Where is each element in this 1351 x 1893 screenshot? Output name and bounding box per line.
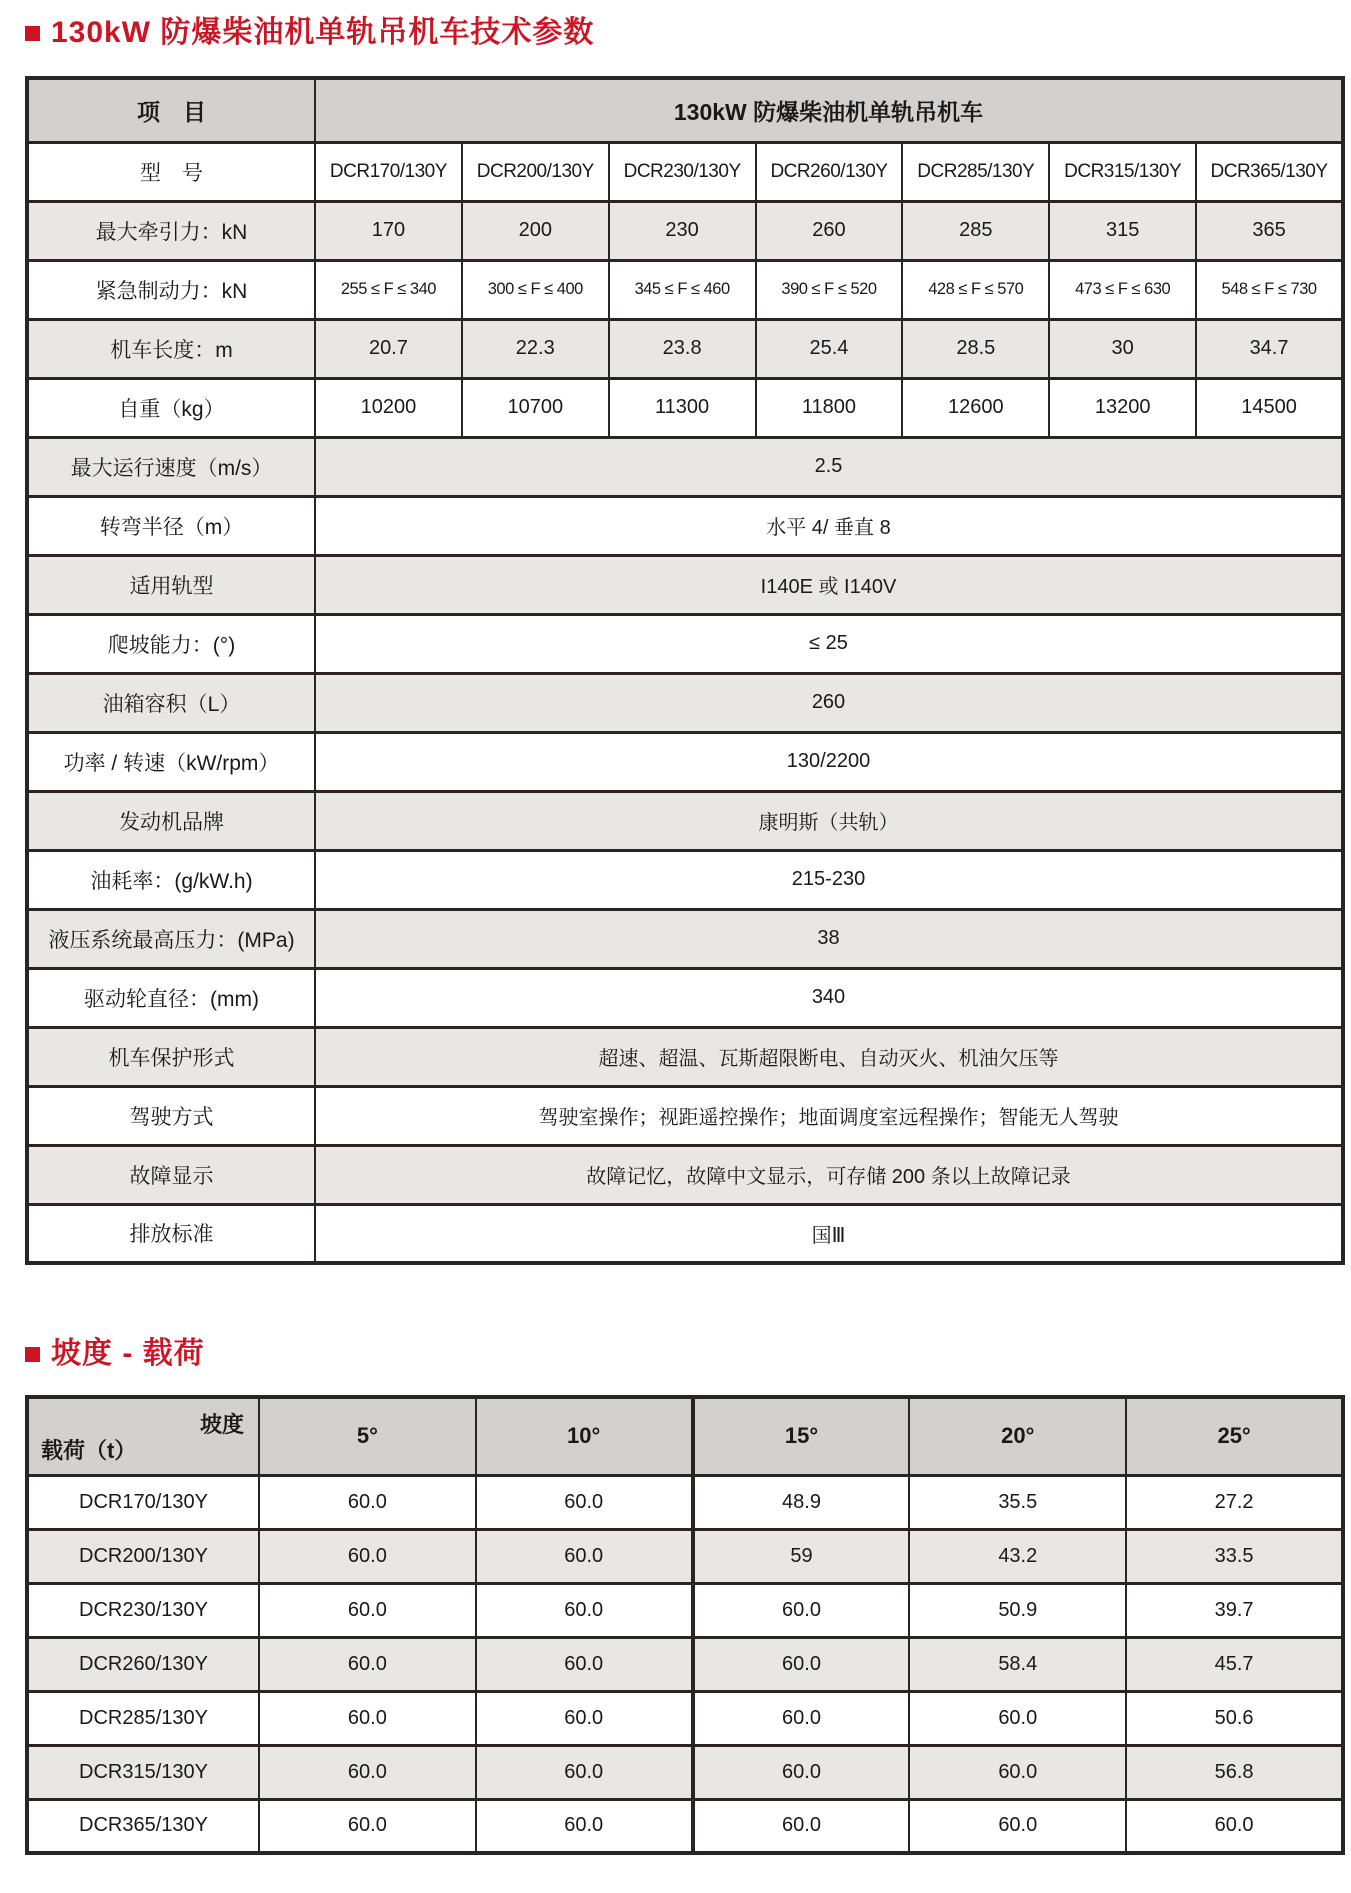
- load-value-cell: 60.0: [259, 1799, 476, 1853]
- spec-row: [27, 378, 1343, 437]
- load-value-cell: 45.7: [1126, 1637, 1343, 1691]
- merged-value-cell: 康明斯（共轨）: [315, 791, 1343, 850]
- load-value-cell: 60.0: [693, 1583, 910, 1637]
- slope-load-row: [27, 1583, 1343, 1637]
- merged-row: [27, 791, 1343, 850]
- merged-row: [27, 1204, 1343, 1263]
- load-value-cell: 60.0: [259, 1583, 476, 1637]
- value-cell: 12600: [902, 378, 1049, 437]
- row-label: 机车保护形式: [27, 1027, 315, 1086]
- value-cell: 23.8: [609, 319, 756, 378]
- value-cell: 200: [462, 201, 609, 260]
- load-value-cell: 60.0: [259, 1637, 476, 1691]
- merged-row: [27, 909, 1343, 968]
- merged-row: [27, 1027, 1343, 1086]
- value-cell: 300 ≤ F ≤ 400: [462, 260, 609, 319]
- load-value-cell: 56.8: [1126, 1745, 1343, 1799]
- value-cell: 285: [902, 201, 1049, 260]
- row-label: 油耗率：(g/kW.h): [27, 850, 315, 909]
- merged-row: [27, 732, 1343, 791]
- merged-row: [27, 496, 1343, 555]
- slope-column-header: 15°: [693, 1397, 910, 1475]
- load-value-cell: 60.0: [1126, 1799, 1343, 1853]
- merged-row: [27, 1145, 1343, 1204]
- value-cell: 10700: [462, 378, 609, 437]
- red-square-bullet-icon: [25, 1347, 40, 1362]
- value-cell: 13200: [1049, 378, 1196, 437]
- load-value-cell: 60.0: [476, 1475, 693, 1529]
- row-label: 故障显示: [27, 1145, 315, 1204]
- slope-column-header: 25°: [1126, 1397, 1343, 1475]
- load-value-cell: 58.4: [909, 1637, 1126, 1691]
- slope-column-header: 20°: [909, 1397, 1126, 1475]
- value-cell: 25.4: [756, 319, 903, 378]
- value-cell: 11300: [609, 378, 756, 437]
- model-row: [27, 142, 1343, 201]
- model-cell: DCR200/130Y: [462, 142, 609, 201]
- merged-value-cell: 驾驶室操作；视距遥控操作；地面调度室远程操作；智能无人驾驶: [315, 1086, 1343, 1145]
- load-value-cell: 60.0: [476, 1745, 693, 1799]
- value-cell: 428 ≤ F ≤ 570: [902, 260, 1049, 319]
- load-value-cell: 39.7: [1126, 1583, 1343, 1637]
- spec-header-row: [27, 78, 1343, 142]
- merged-row: [27, 673, 1343, 732]
- load-value-cell: 35.5: [909, 1475, 1126, 1529]
- merged-row: [27, 1086, 1343, 1145]
- merged-row: [27, 437, 1343, 496]
- load-value-cell: 60.0: [693, 1745, 910, 1799]
- merged-value-cell: 130/2200: [315, 732, 1343, 791]
- row-label: 驾驶方式: [27, 1086, 315, 1145]
- merged-value-cell: 超速、超温、瓦斯超限断电、自动灭火、机油欠压等: [315, 1027, 1343, 1086]
- model-label-cell: DCR170/130Y: [27, 1475, 259, 1529]
- diagonal-corner-cell: [27, 1397, 259, 1475]
- model-label-cell: DCR365/130Y: [27, 1799, 259, 1853]
- slope-load-row: [27, 1637, 1343, 1691]
- merged-value-cell: 2.5: [315, 437, 1343, 496]
- model-label-cell: DCR315/130Y: [27, 1745, 259, 1799]
- model-label-cell: DCR230/130Y: [27, 1583, 259, 1637]
- section1-title-text: 130kW 防爆柴油机单轨吊机车技术参数: [51, 16, 595, 49]
- load-value-cell: 43.2: [909, 1529, 1126, 1583]
- red-square-bullet-icon: [25, 26, 40, 41]
- slope-column-header: 5°: [259, 1397, 476, 1475]
- load-value-cell: 60.0: [909, 1745, 1126, 1799]
- model-cell: DCR230/130Y: [609, 142, 756, 201]
- load-value-cell: 60.0: [476, 1529, 693, 1583]
- model-cell: DCR315/130Y: [1049, 142, 1196, 201]
- merged-value-cell: 故障记忆，故障中文显示，可存储 200 条以上故障记录: [315, 1145, 1343, 1204]
- value-cell: 170: [315, 201, 462, 260]
- load-value-cell: 60.0: [259, 1529, 476, 1583]
- load-value-cell: 50.9: [909, 1583, 1126, 1637]
- slope-load-row: [27, 1799, 1343, 1853]
- model-cell: DCR260/130Y: [756, 142, 903, 201]
- slope-load-row: [27, 1529, 1343, 1583]
- load-value-cell: 60.0: [693, 1691, 910, 1745]
- row-label: 适用轨型: [27, 555, 315, 614]
- value-cell: 390 ≤ F ≤ 520: [756, 260, 903, 319]
- value-cell: 260: [756, 201, 903, 260]
- row-label: 紧急制动力：kN: [27, 260, 315, 319]
- model-label-cell: DCR285/130Y: [27, 1691, 259, 1745]
- load-value-cell: 48.9: [693, 1475, 910, 1529]
- row-label: 功率 / 转速（kW/rpm）: [27, 732, 315, 791]
- slope-header-row: [27, 1397, 1343, 1475]
- load-value-cell: 60.0: [476, 1583, 693, 1637]
- merged-value-cell: 国Ⅲ: [315, 1204, 1343, 1263]
- row-label: 最大牵引力：kN: [27, 201, 315, 260]
- merged-value-cell: 260: [315, 673, 1343, 732]
- group-header: 130kW 防爆柴油机单轨吊机车: [315, 78, 1343, 142]
- merged-value-cell: 340: [315, 968, 1343, 1027]
- slope-load-row: [27, 1475, 1343, 1529]
- spec-table: [25, 76, 1345, 1265]
- load-value-cell: 60.0: [259, 1745, 476, 1799]
- load-value-cell: 60.0: [909, 1799, 1126, 1853]
- value-cell: 30: [1049, 319, 1196, 378]
- merged-value-cell: 215-230: [315, 850, 1343, 909]
- model-cell: DCR285/130Y: [902, 142, 1049, 201]
- merged-value-cell: 38: [315, 909, 1343, 968]
- load-value-cell: 59: [693, 1529, 910, 1583]
- model-cell: DCR365/130Y: [1196, 142, 1343, 201]
- model-row-label: 型 号: [27, 142, 315, 201]
- row-label: 排放标准: [27, 1204, 315, 1263]
- merged-value-cell: I140E 或 I140V: [315, 555, 1343, 614]
- load-value-cell: 60.0: [693, 1637, 910, 1691]
- value-cell: 230: [609, 201, 756, 260]
- value-cell: 255 ≤ F ≤ 340: [315, 260, 462, 319]
- spec-row: [27, 201, 1343, 260]
- spec-row: [27, 319, 1343, 378]
- merged-value-cell: ≤ 25: [315, 614, 1343, 673]
- load-value-cell: 60.0: [476, 1799, 693, 1853]
- load-value-cell: 60.0: [693, 1799, 910, 1853]
- load-value-cell: 27.2: [1126, 1475, 1343, 1529]
- value-cell: 473 ≤ F ≤ 630: [1049, 260, 1196, 319]
- merged-row: [27, 968, 1343, 1027]
- load-value-cell: 50.6: [1126, 1691, 1343, 1745]
- row-label: 最大运行速度（m/s）: [27, 437, 315, 496]
- load-value-cell: 60.0: [476, 1691, 693, 1745]
- row-label: 自重（kg）: [27, 378, 315, 437]
- load-value-cell: 60.0: [909, 1691, 1126, 1745]
- model-label-cell: DCR200/130Y: [27, 1529, 259, 1583]
- slope-load-row: [27, 1691, 1343, 1745]
- load-value-cell: 60.0: [476, 1637, 693, 1691]
- load-value-cell: 60.0: [259, 1691, 476, 1745]
- merged-row: [27, 555, 1343, 614]
- section1-title: [25, 14, 1326, 52]
- value-cell: 20.7: [315, 319, 462, 378]
- corner-bottom-label: 载荷（t）: [41, 1437, 137, 1463]
- row-label: 发动机品牌: [27, 791, 315, 850]
- merged-value-cell: 水平 4/ 垂直 8: [315, 496, 1343, 555]
- row-label: 液压系统最高压力：(MPa): [27, 909, 315, 968]
- slope-load-table: [25, 1395, 1345, 1855]
- slope-load-row: [27, 1745, 1343, 1799]
- value-cell: 365: [1196, 201, 1343, 260]
- slope-column-header: 10°: [476, 1397, 693, 1475]
- spec-row: [27, 260, 1343, 319]
- row-label: 驱动轮直径：(mm): [27, 968, 315, 1027]
- value-cell: 548 ≤ F ≤ 730: [1196, 260, 1343, 319]
- value-cell: 345 ≤ F ≤ 460: [609, 260, 756, 319]
- value-cell: 34.7: [1196, 319, 1343, 378]
- value-cell: 14500: [1196, 378, 1343, 437]
- row-label: 油箱容积（L）: [27, 673, 315, 732]
- row-label: 爬坡能力：(°): [27, 614, 315, 673]
- section2-title: [25, 1335, 1326, 1373]
- load-value-cell: 60.0: [259, 1475, 476, 1529]
- value-cell: 10200: [315, 378, 462, 437]
- model-label-cell: DCR260/130Y: [27, 1637, 259, 1691]
- value-cell: 11800: [756, 378, 903, 437]
- load-value-cell: 33.5: [1126, 1529, 1343, 1583]
- merged-row: [27, 850, 1343, 909]
- section2-title-text: 坡度 - 载荷: [51, 1337, 205, 1370]
- row-label: 转弯半径（m）: [27, 496, 315, 555]
- value-cell: 22.3: [462, 319, 609, 378]
- value-cell: 28.5: [902, 319, 1049, 378]
- model-cell: DCR170/130Y: [315, 142, 462, 201]
- value-cell: 315: [1049, 201, 1196, 260]
- corner-top-label: 坡度: [199, 1412, 244, 1437]
- merged-row: [27, 614, 1343, 673]
- row-label: 机车长度：m: [27, 319, 315, 378]
- corner-label: 项 目: [27, 78, 315, 142]
